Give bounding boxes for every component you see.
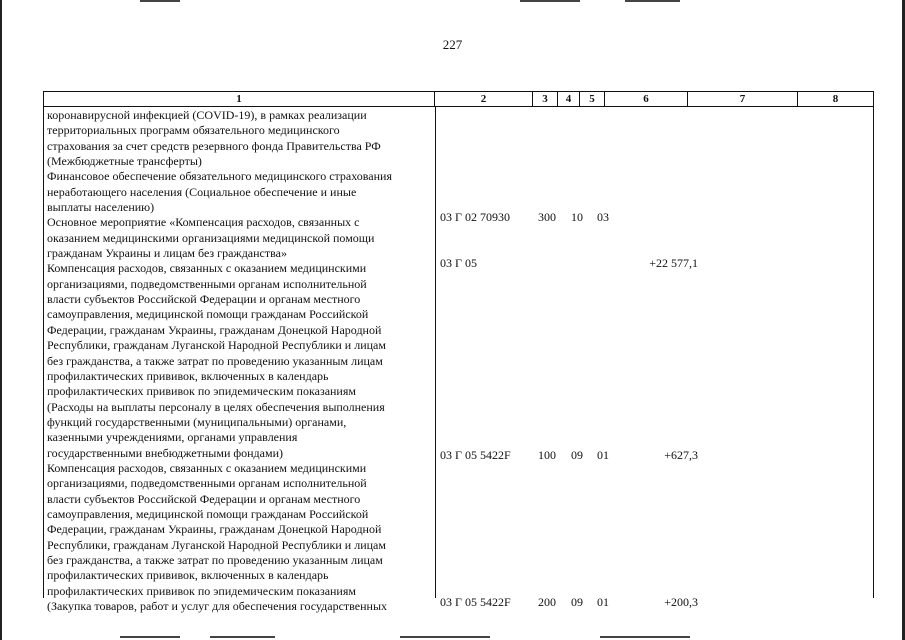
- section-code: 09: [571, 595, 583, 609]
- text-line: власти субъектов Российской Федерации и органам местного: [47, 292, 361, 307]
- scan-mark: [400, 636, 490, 638]
- section-code: 09: [571, 448, 583, 462]
- column-divider: [435, 107, 436, 598]
- text-line: страхования за счет средств резервного фонда Правительства РФ: [47, 138, 381, 153]
- scan-mark: [210, 636, 275, 638]
- subsection-code: 01: [597, 448, 609, 462]
- subsection-code: 03: [597, 210, 609, 224]
- table-body: [44, 107, 873, 613]
- text-line: выплаты населению): [47, 200, 155, 215]
- scan-mark: [120, 636, 180, 638]
- text-line: самоуправления, медицинской помощи гражданам Российской: [47, 506, 369, 521]
- expense-type-code: 200: [538, 595, 556, 609]
- text-line: Республики, гражданам Луганской Народной Республики и лицам: [47, 338, 386, 353]
- scan-mark: [625, 0, 680, 2]
- amount-change: +200,3: [664, 595, 698, 609]
- expense-type-code: 300: [538, 210, 556, 224]
- description-column: [47, 108, 433, 614]
- amount-change: +22 577,1: [649, 256, 698, 270]
- table-header-row: [44, 92, 873, 107]
- column-header: 3: [533, 92, 558, 106]
- classification-code: 03 Г 02 70930: [440, 210, 510, 224]
- classification-code: 03 Г 05 5422F: [440, 595, 511, 609]
- column-header: 7: [688, 92, 798, 106]
- column-header: 5: [580, 92, 605, 106]
- text-line: организациями, подведомственными органам исполнительной: [47, 476, 367, 491]
- section-code: 10: [571, 210, 583, 224]
- text-line: профилактических прививок, включенных в календарь: [47, 568, 329, 583]
- scan-mark: [140, 0, 180, 2]
- classification-code: 03 Г 05: [440, 256, 477, 270]
- text-line: Федерации, гражданам Украины, гражданам Донецкой Народной: [47, 522, 382, 537]
- text-line: Компенсация расходов, связанных с оказанием медицинскими: [47, 261, 367, 276]
- text-line: власти субъектов Российской Федерации и органам местного: [47, 491, 361, 506]
- text-line: организациями, подведомственными органам исполнительной: [47, 276, 367, 291]
- column-header: 4: [558, 92, 580, 106]
- text-line: профилактических прививок, включенных в календарь: [47, 368, 329, 383]
- text-line: (Расходы на выплаты персоналу в целях обеспечения выполнения: [47, 399, 385, 414]
- text-line: Компенсация расходов, связанных с оказанием медицинскими: [47, 460, 367, 475]
- expense-type-code: 100: [538, 448, 556, 462]
- text-line: коронавирусной инфекцией (COVID-19), в рамках реализации: [47, 108, 367, 122]
- page-number: 227: [442, 37, 463, 52]
- text-line: без гражданства, а также затрат по проведению указанным лицам: [47, 353, 383, 368]
- budget-table: [43, 91, 874, 613]
- column-header: 2: [435, 92, 533, 106]
- text-line: самоуправления, медицинской помощи гражданам Российской: [47, 307, 369, 322]
- text-line: государственными внебюджетными фондами): [47, 445, 284, 460]
- column-header: 8: [832, 93, 839, 105]
- column-header: 1: [44, 92, 435, 106]
- subsection-code: 01: [597, 595, 609, 609]
- text-line: без гражданства, а также затрат по проведению указанным лицам: [47, 552, 383, 567]
- text-line: профилактических прививок по эпидемическим показаниям: [47, 583, 356, 598]
- text-line: оказанием медицинскими организациями медицинской помощи: [47, 230, 375, 245]
- text-line: казенными учреждениями, органами управления: [47, 430, 298, 445]
- scan-mark: [520, 0, 580, 2]
- text-line: Республики, гражданам Луганской Народной Республики и лицам: [47, 537, 386, 552]
- scan-mark: [600, 636, 690, 638]
- classification-code: 03 Г 05 5422F: [440, 448, 511, 462]
- text-line: (Межбюджетные трансферты): [47, 154, 202, 169]
- text-line: Основное мероприятие «Компенсация расходов, связанных с: [47, 215, 360, 230]
- text-line: Финансовое обеспечение обязательного медицинского страхования: [47, 169, 392, 184]
- column-header: 6: [605, 92, 688, 106]
- text-line: территориальных программ обязательного медицинского: [47, 123, 340, 138]
- text-line: профилактических прививок по эпидемическим показаниям: [47, 384, 356, 399]
- text-line: (Закупка товаров, работ и услуг для обеспечения государственных: [47, 599, 388, 613]
- text-line: Федерации, гражданам Украины, гражданам Донецкой Народной: [47, 322, 382, 337]
- amount-change: +627,3: [664, 448, 698, 462]
- text-line: неработающего населения (Социальное обеспечение и иные: [47, 184, 357, 199]
- scan-left-edge: [0, 0, 2, 640]
- text-line: функций государственными (муниципальными) органами,: [47, 414, 347, 429]
- text-line: гражданам Украины и лицам без гражданства»: [47, 246, 287, 261]
